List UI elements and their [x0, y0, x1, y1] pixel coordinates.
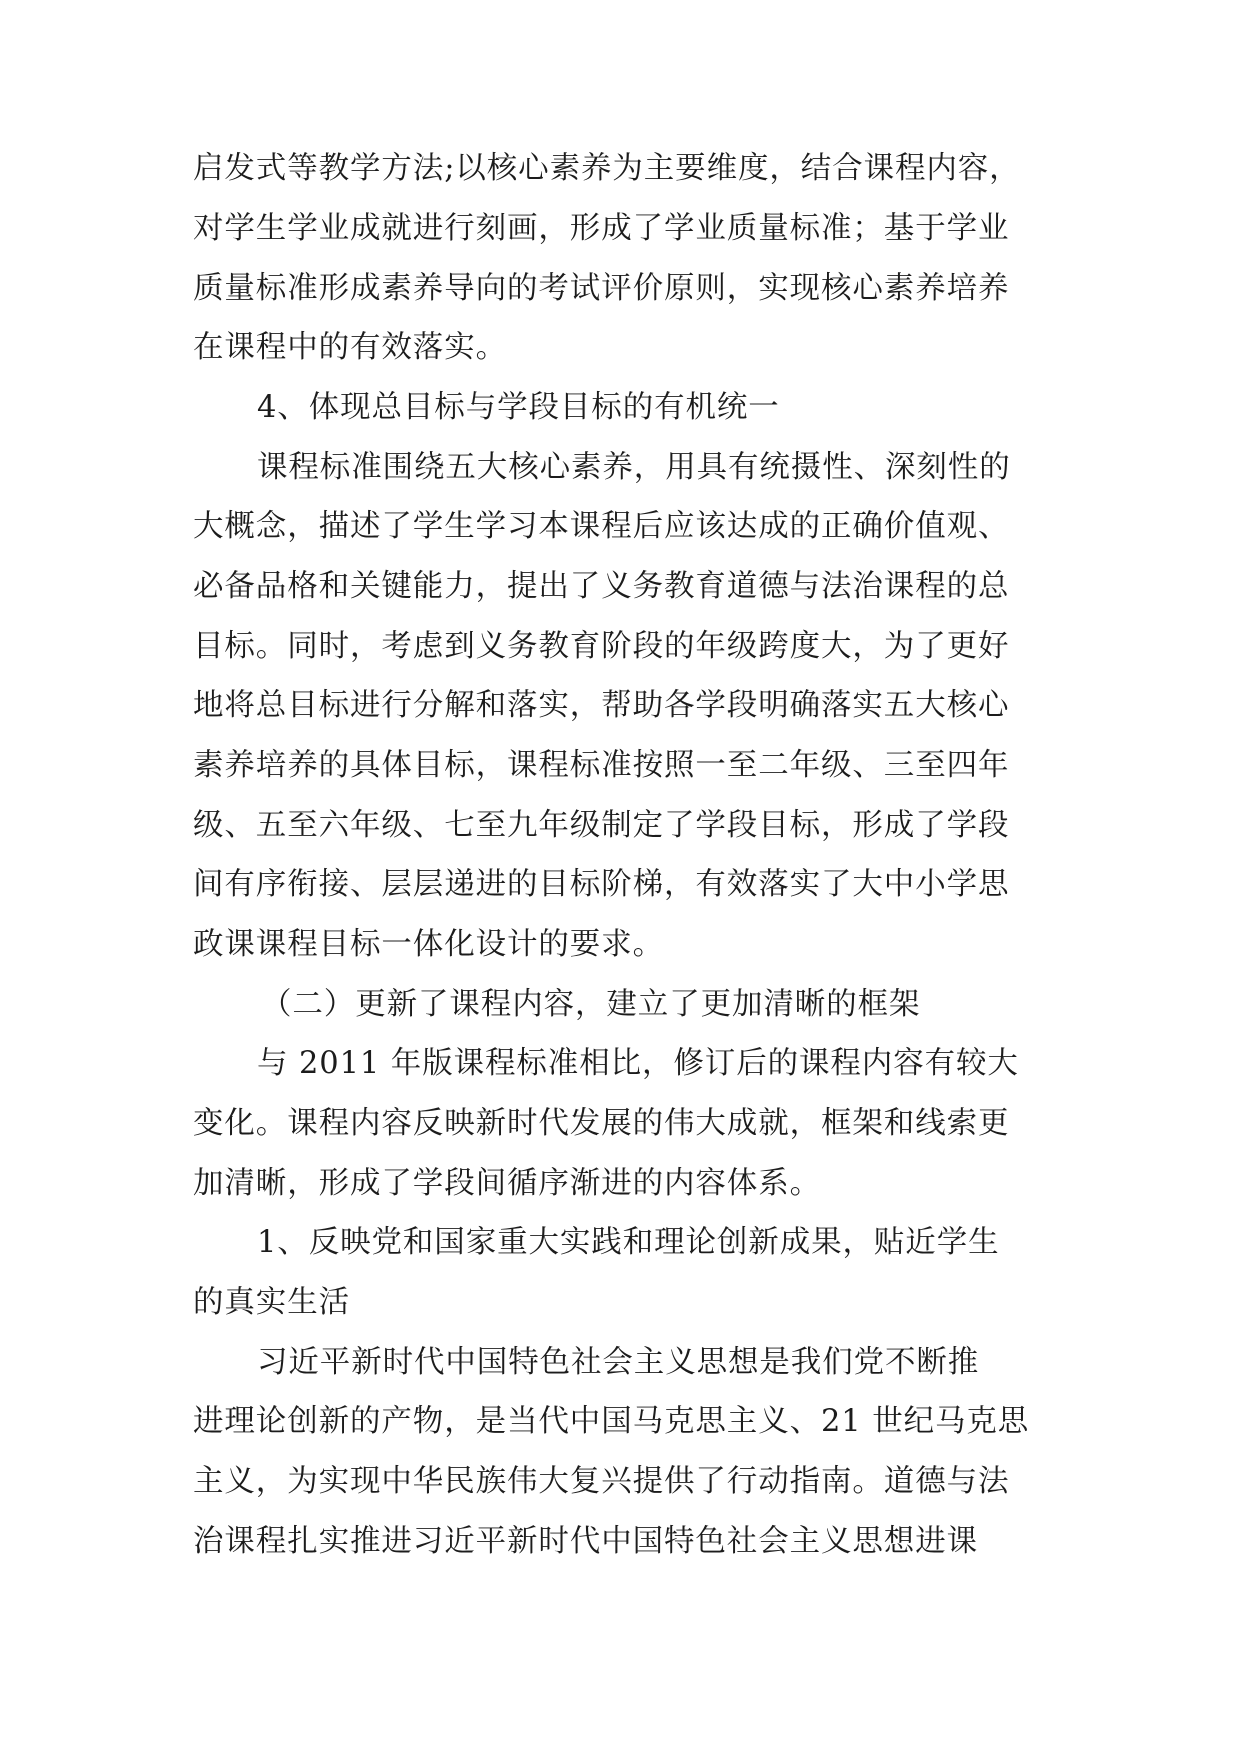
text-line: 与 2011 年版课程标准相比，修订后的课程内容有较大	[257, 1046, 1019, 1081]
text-line: 素养培养的具体目标，课程标准按照一至二年级、三至四年	[193, 748, 1010, 783]
text-line: 级、五至六年级、七至九年级制定了学段目标，形成了学段	[193, 808, 1010, 843]
section-heading-continued: 的真实生活	[193, 1285, 350, 1320]
text-line: 进理论创新的产物，是当代中国马克思主义、21 世纪马克思	[193, 1404, 1030, 1439]
text-line: 主义，为实现中华民族伟大复兴提供了行动指南。道德与法	[193, 1464, 1010, 1499]
text-line: 间有序衔接、层层递进的目标阶梯，有效落实了大中小学思	[193, 867, 1010, 902]
text-line: 治课程扎实推进习近平新时代中国特色社会主义思想进课	[193, 1524, 978, 1559]
section-heading: 1、反映党和国家重大实践和理论创新成果，贴近学生	[257, 1225, 1000, 1260]
text-line: 目标。同时，考虑到义务教育阶段的年级跨度大，为了更好	[193, 629, 1010, 664]
text-line: 政课课程目标一体化设计的要求。	[193, 927, 664, 962]
text-line: 启发式等教学方法;以核心素养为主要维度，结合课程内容，	[193, 151, 1021, 186]
text-line: 课程标准围绕五大核心素养，用具有统摄性、深刻性的	[257, 450, 1011, 485]
text-line: 加清晰，形成了学段间循序渐进的内容体系。	[193, 1166, 821, 1201]
section-heading: 4、体现总目标与学段目标的有机统一	[257, 390, 780, 425]
text-line: 对学生学业成就进行刻画，形成了学业质量标准；基于学业	[193, 211, 1010, 246]
text-line: 质量标准形成素养导向的考试评价原则，实现核心素养培养	[193, 271, 1010, 306]
text-line: 必备品格和关键能力，提出了义务教育道德与法治课程的总	[193, 569, 1010, 604]
text-line: 地将总目标进行分解和落实，帮助各学段明确落实五大核心	[193, 688, 1010, 723]
section-heading: （二）更新了课程内容，建立了更加清晰的框架	[261, 987, 921, 1022]
text-line: 在课程中的有效落实。	[193, 330, 507, 365]
text-line: 习近平新时代中国特色社会主义思想是我们党不断推	[257, 1345, 980, 1380]
text-line: 大概念，描述了学生学习本课程后应该达成的正确价值观、	[193, 509, 1010, 544]
text-line: 变化。课程内容反映新时代发展的伟大成就，框架和线索更	[193, 1106, 1010, 1141]
